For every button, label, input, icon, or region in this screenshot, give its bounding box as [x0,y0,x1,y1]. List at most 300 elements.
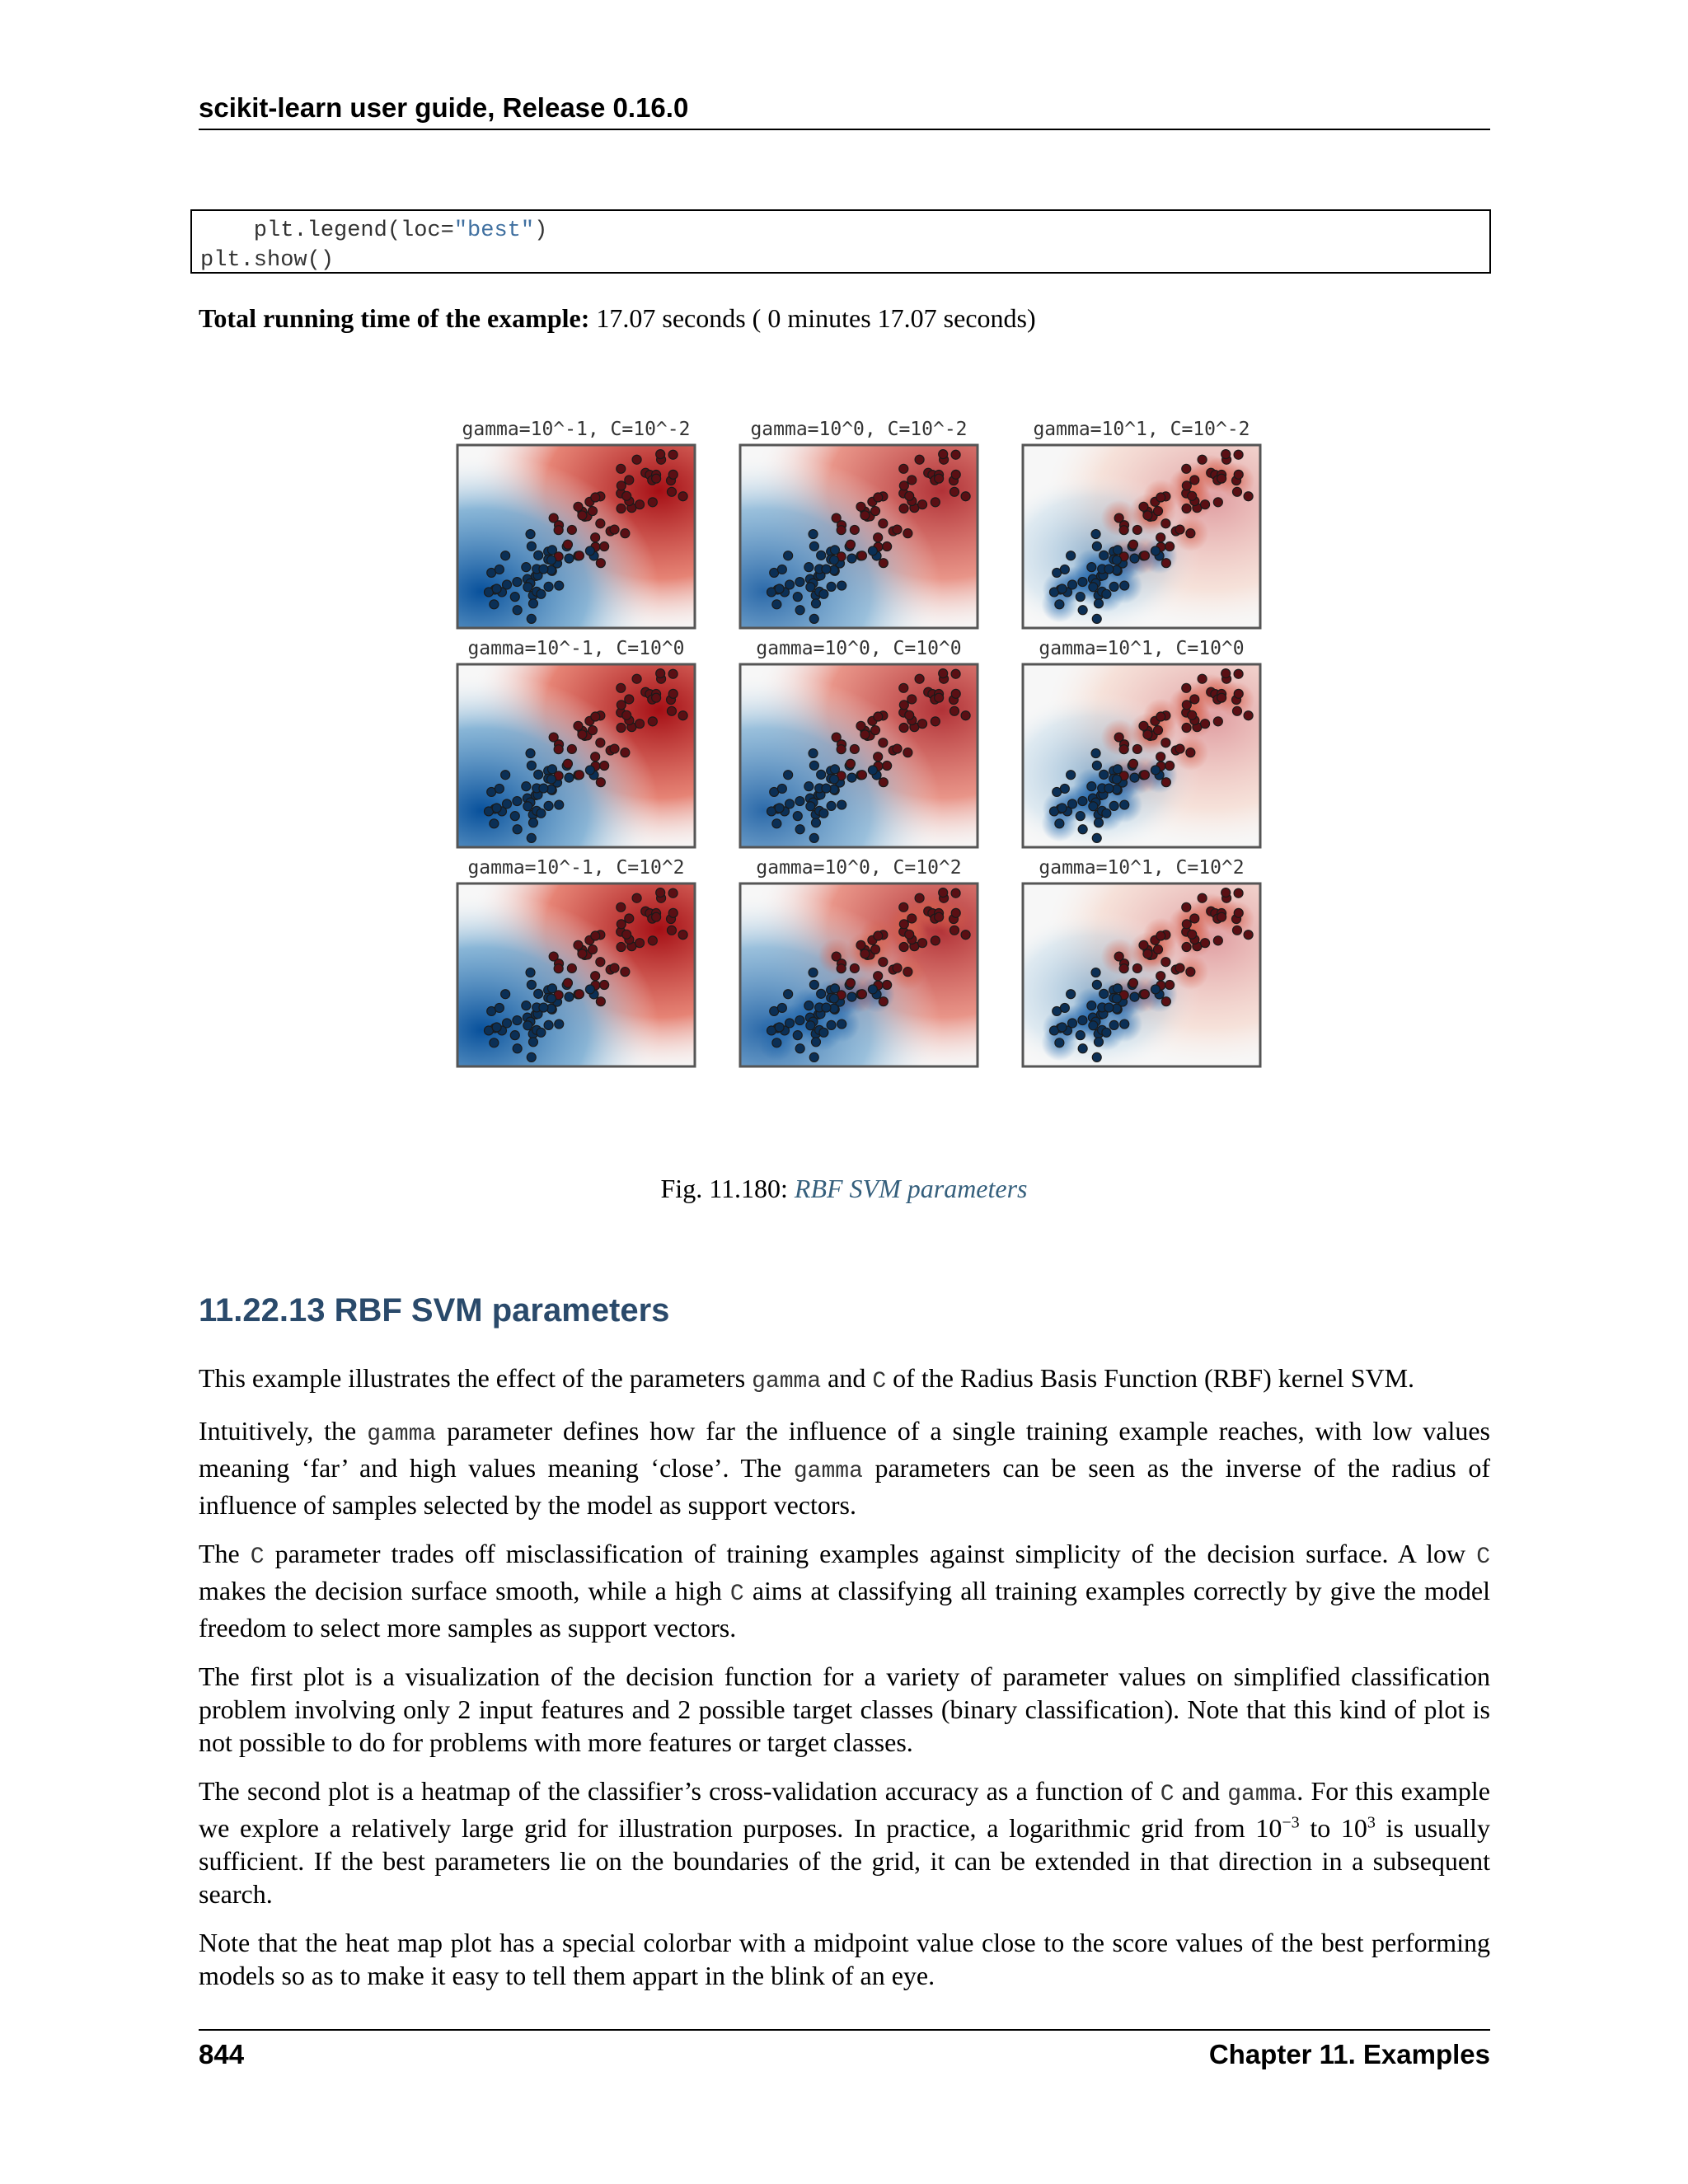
training-point [591,931,600,940]
training-point [905,710,914,719]
training-point [1165,981,1175,990]
training-point [621,529,630,538]
training-point [625,914,634,923]
training-point [522,782,531,791]
svm-panel [740,638,978,847]
panel-title: gamma=10^-1, C=10^0 [467,638,685,659]
training-point [874,752,883,762]
training-point [1109,582,1118,591]
training-point [793,1031,802,1040]
training-point [622,710,631,719]
training-point [1151,766,1160,775]
training-point [1182,902,1191,912]
training-point [837,964,846,973]
training-point [1089,802,1098,811]
training-point [527,1052,536,1062]
training-point [1102,808,1111,818]
training-point [874,533,883,542]
training-point [1232,487,1241,496]
training-point [513,1016,522,1025]
training-point [846,540,855,549]
paragraph-5: The second plot is a heatmap of the classifier’s cross-validation accuracy as a function of C and gamma. For this example we explore a relatively large grid for illustration purposes. In practice, a logarithmic grid from $10^{-3}$ to $10^3$ is usually sufficient. If the best parameters lie on the boundaries of the grid, it can be extended in that direction in a subsequent search. [199,1776,1491,1909]
training-point [1221,669,1231,678]
training-point [1154,507,1163,516]
panel-title: gamma=10^1, C=10^-2 [1033,419,1250,440]
training-point [678,711,687,720]
page-number: 844 [199,2039,245,2069]
training-point [546,775,556,784]
training-point [809,980,818,989]
training-point [578,730,587,739]
training-point [563,978,572,987]
training-point [837,581,846,590]
training-point [899,683,908,692]
training-point [1143,511,1152,520]
training-point [1128,759,1137,768]
training-point [513,578,522,587]
training-point [784,990,793,999]
training-point [1143,949,1152,958]
training-point [819,589,828,598]
training-point [667,487,676,496]
training-point [1120,800,1129,809]
training-point [501,551,510,560]
training-point [950,487,959,496]
training-point [1139,940,1148,949]
training-point [1119,526,1128,535]
training-point [1182,724,1191,733]
training-point [1182,943,1191,952]
svm-panel [457,638,695,847]
training-point [915,455,924,464]
training-point [1175,744,1184,753]
training-point [617,504,626,513]
training-point [510,812,519,821]
training-point [537,589,546,598]
training-point [819,1028,828,1037]
training-point [1060,565,1069,574]
training-point [591,712,600,721]
training-point [1201,500,1210,509]
training-point [899,724,908,733]
training-point [534,989,543,998]
training-point [546,555,556,565]
training-point [829,994,838,1003]
training-point [804,563,814,572]
training-point [1132,525,1142,534]
training-point [1217,912,1226,921]
training-point [1057,804,1067,813]
training-point [1091,749,1100,758]
training-point [1089,583,1098,592]
training-point [1087,563,1096,572]
training-point [588,945,598,954]
training-point [1140,771,1149,780]
training-point [899,464,908,473]
training-point [860,730,870,739]
training-point [793,593,802,602]
training-point [795,1016,804,1025]
chapter-label: Chapter 11. Examples [1208,2039,1490,2069]
training-point [918,500,927,509]
training-point [1217,693,1226,702]
training-point [652,693,661,702]
panel-title: gamma=10^1, C=10^2 [1039,857,1245,879]
training-point [591,493,600,502]
training-point [652,912,661,921]
paragraph-4: The first plot is a visualization of the decision function for a variety of parameter values on simplified classification problem involving only 2 input features and 2 possible target classes (binary classification). Note that this kind of plot is not possible to do for problems with more features or target classes. [199,1661,1490,1757]
training-point [1182,504,1191,513]
training-point [513,606,522,615]
code-block [190,209,1491,274]
training-point [777,1003,786,1012]
training-point [656,669,665,678]
running-time-value: 17.07 seconds ( 0 minutes 17.07 seconds) [596,303,1036,333]
training-point [1119,745,1128,754]
training-point [668,888,678,898]
training-point [527,761,536,770]
training-point [510,1031,519,1040]
training-point [1119,964,1128,973]
training-point [1078,1044,1087,1053]
training-point [811,1038,820,1047]
training-point [1060,1003,1069,1012]
training-point [1201,939,1210,948]
svm-panel [1023,419,1260,628]
training-point [1198,893,1207,902]
training-point [827,582,836,591]
training-point [795,578,804,587]
training-point [1213,498,1222,507]
training-point [868,985,877,994]
training-point [1112,775,1121,784]
training-point [939,669,948,678]
training-point [935,474,944,483]
training-point [1154,726,1163,735]
training-point [785,1019,795,1028]
panel-title: gamma=10^0, C=10^-2 [750,419,968,440]
training-point [847,773,856,782]
training-point [565,992,574,1001]
training-point [527,980,536,989]
training-point [1076,593,1085,602]
training-point [856,721,865,730]
training-point [793,812,802,821]
training-point [555,1019,564,1029]
code-line-show: plt.show() [200,248,335,273]
training-point [534,551,543,560]
training-point [860,511,870,520]
training-point [617,464,626,473]
training-point [857,771,866,780]
training-point [513,825,522,834]
training-point [893,744,902,753]
training-point [567,963,576,972]
training-point [827,801,836,810]
training-point [527,614,536,623]
training-point [1186,529,1195,538]
training-point [817,770,826,779]
training-point [596,778,605,787]
training-point [656,450,665,459]
training-point [635,719,645,729]
training-point [772,1038,781,1047]
training-point [1234,888,1243,898]
svm-panel [740,419,978,628]
training-point [883,542,892,551]
training-point [678,930,687,940]
training-point [495,1003,504,1012]
training-point [772,819,781,828]
training-point [822,784,831,793]
panel-title: gamma=10^0, C=10^2 [756,857,962,879]
training-point [809,968,818,977]
training-point [1102,1028,1111,1037]
training-point [492,1023,501,1032]
training-point [847,992,856,1001]
training-point [961,492,970,501]
training-point [961,930,970,940]
training-point [522,563,531,572]
training-point [567,525,576,534]
training-point [883,762,892,771]
training-point [806,583,815,592]
training-point [501,990,510,999]
training-point [1161,958,1170,967]
training-point [522,1001,531,1010]
training-point [1244,930,1253,940]
training-point [1186,968,1195,977]
training-point [1100,989,1109,998]
training-point [1244,492,1253,501]
training-point [837,526,846,535]
training-point [652,474,661,483]
training-point [578,949,587,958]
training-point [1109,1020,1118,1029]
training-point [1190,914,1199,923]
training-point [503,580,512,589]
training-point [951,908,960,917]
training-point [667,926,676,935]
svm-panel [457,857,695,1066]
training-point [837,745,846,754]
training-point [918,939,927,948]
training-point [1151,985,1160,994]
training-point [1128,978,1137,987]
paragraph-2: Intuitively, the gamma parameter defines how far the influence of a single training example reaches, with low values meaning ‘far’ and high values meaning ‘close’. The gamma parameters can be seen as the inverse of the radius of influence of samples selected by the model as support vectors. [199,1416,1491,1520]
training-point [795,606,804,615]
training-point [1232,706,1241,715]
training-point [574,502,583,511]
running-time-label: Total running time of the example: [199,303,590,333]
training-point [1140,551,1149,560]
caption-link[interactable]: RBF SVM parameters [794,1174,1028,1203]
training-point [1055,819,1064,828]
training-point [503,1019,512,1028]
training-point [495,565,504,574]
training-point [574,990,584,999]
training-point [648,717,657,726]
page-footer [199,2029,1490,2070]
training-point [879,559,888,568]
training-point [915,893,924,902]
training-point [905,491,914,500]
training-point [591,972,600,981]
training-point [1068,1019,1077,1028]
training-point [806,1021,815,1030]
training-point [899,943,908,952]
training-point [534,770,543,779]
training-point [1089,1021,1098,1030]
training-point [621,748,630,757]
svm-panel [1023,857,1260,1066]
training-point [596,958,605,967]
training-point [899,920,908,929]
training-point [1112,555,1121,565]
training-point [610,525,619,534]
training-point [1175,525,1184,534]
training-point [817,989,826,998]
training-point [856,940,865,949]
training-point [795,825,804,834]
training-point [528,1038,537,1047]
training-point [544,582,553,591]
training-point [490,1038,499,1047]
training-point [1198,674,1207,683]
training-point [632,674,641,683]
paragraph-1: This example illustrates the effect of the parameters gamma and C of the Radius Basis Function (RBF) kernel SVM. [199,1363,1415,1394]
training-point [905,930,914,939]
training-point [1198,455,1207,464]
training-point [809,541,818,551]
training-point [539,565,548,574]
training-point [850,525,859,534]
training-point [950,706,959,715]
training-point [596,559,605,568]
training-point [1154,945,1163,954]
training-point [1156,712,1165,721]
training-point [495,784,504,793]
training-point [622,491,631,500]
training-point [513,1044,522,1053]
training-point [600,762,609,771]
training-point [635,500,645,509]
training-point [893,963,902,972]
training-point [827,1020,836,1029]
training-point [935,693,944,702]
training-point [539,1003,548,1012]
training-point [1182,683,1191,692]
training-point [868,766,877,775]
training-point [899,902,908,912]
training-point [617,701,626,710]
training-point [1190,695,1199,704]
training-point [1161,559,1170,568]
training-point [1217,474,1226,483]
training-point [668,689,678,698]
training-point [939,450,948,459]
training-point [625,476,634,485]
training-point [554,526,563,535]
training-point [1156,972,1165,981]
training-point [829,555,838,565]
training-point [1091,968,1100,977]
training-point [1244,711,1253,720]
training-point [656,888,665,898]
training-point [879,958,888,967]
training-point [809,1052,818,1062]
figure-caption [0,1174,1688,1204]
training-point [526,749,535,758]
svm-panel [457,419,695,628]
training-point [1221,888,1231,898]
training-point [907,695,917,704]
training-point [574,551,584,560]
training-point [1067,551,1076,560]
training-point [596,519,605,528]
training-point [617,724,626,733]
training-point [1234,470,1243,479]
svm-panel [740,857,978,1066]
training-point [635,939,645,948]
training-point [883,981,892,990]
training-point [1130,992,1139,1001]
training-point [846,759,855,768]
training-point [1100,551,1109,560]
training-point [555,581,564,590]
training-point [1161,778,1170,787]
training-point [775,1023,784,1032]
training-point [1234,669,1243,678]
training-point [857,551,866,560]
training-point [622,930,631,939]
training-point [837,1019,846,1029]
training-point [1213,936,1222,945]
training-point [554,745,563,754]
paragraph-6: Note that the heat map plot has a special colorbar with a midpoint value close to the score values of the best performing models so as to make it easy to tell them appart in the blink of an eye. [199,1928,1490,1990]
training-point [1188,710,1197,719]
training-point [617,902,626,912]
training-point [1132,744,1142,753]
training-point [809,761,818,770]
training-point [585,546,594,555]
training-point [931,498,940,507]
training-point [829,775,838,784]
training-point [563,540,572,549]
training-point [648,936,657,945]
training-point [819,808,828,818]
training-point [526,530,535,539]
training-point [1100,770,1109,779]
section-heading: 11.22.13 RBF SVM parameters [199,1292,670,1329]
training-point [1161,738,1170,748]
training-point [899,504,908,513]
training-point [1188,930,1197,939]
training-point [668,450,678,459]
training-point [1161,519,1170,528]
training-point [1156,493,1165,502]
training-point [874,972,883,981]
training-point [903,748,912,757]
training-point [632,893,641,902]
training-point [1182,481,1191,490]
training-point [567,744,576,753]
training-point [1087,782,1096,791]
training-point [874,493,883,502]
training-point [1060,784,1069,793]
paragraph-3: The C parameter trades off misclassification of training examples against simplicity of the decision surface. A low C makes the decision surface smooth, while a high C aims at classifying all training examples correctly by give the model freedom to select more samples as support vectors. [199,1539,1491,1643]
training-point [951,888,960,898]
